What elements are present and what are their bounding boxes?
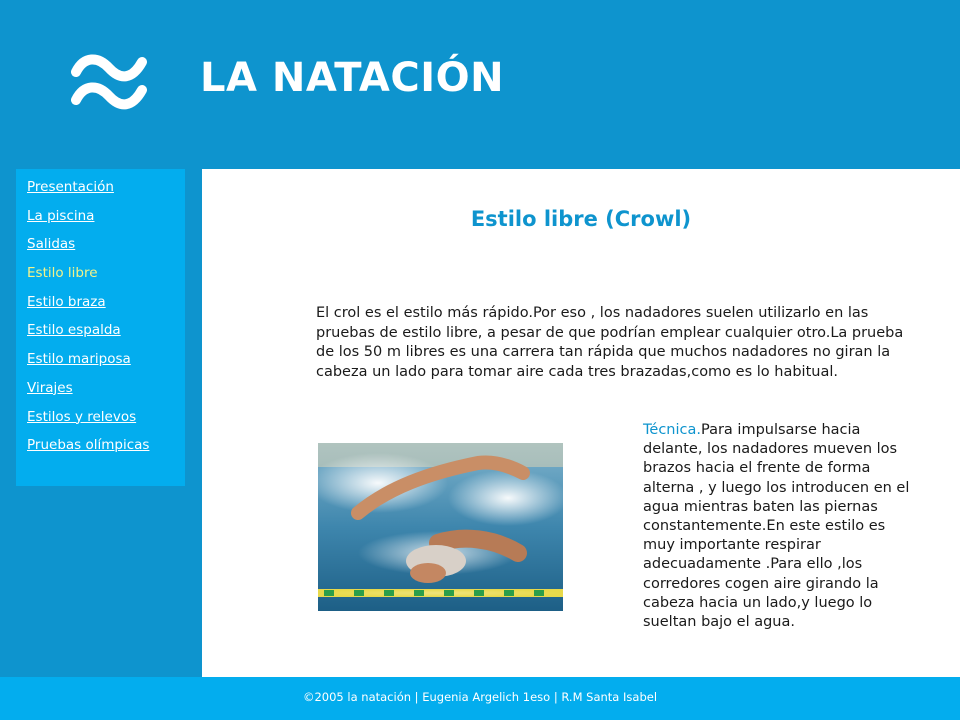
sidebar-item-presentacion — [27, 173, 185, 202]
swimmer-photo — [318, 443, 563, 611]
tecnica-label: Técnica. — [643, 422, 701, 438]
waves-icon — [70, 42, 148, 118]
main-content — [202, 169, 960, 677]
nav-link-estilo-espalda[interactable]: Estilo espalda — [27, 322, 121, 339]
nav-link-pruebas-olimpicas[interactable]: Pruebas olímpicas — [27, 437, 150, 454]
nav-link-la-piscina[interactable]: La piscina — [27, 207, 95, 224]
sidebar-item-salidas — [27, 230, 185, 259]
nav-current-estilo-libre: Estilo libre — [27, 265, 98, 282]
sidebar-item-estilo-mariposa — [27, 345, 185, 374]
site-title: LA NATACIÓN — [200, 55, 505, 101]
nav-link-estilos-y-relevos[interactable]: Estilos y relevos — [27, 408, 137, 425]
sidebar-item-virajes — [27, 374, 185, 403]
tecnica-paragraph — [643, 421, 913, 632]
sidebar-item-pruebas-olimpicas — [27, 431, 185, 460]
footer-credits: ©2005 la natación | Eugenia Argelich 1eso | R.M Santa Isabel — [302, 690, 658, 704]
sidebar-item-estilo-braza — [27, 288, 185, 317]
sidebar-item-estilo-libre — [27, 259, 185, 288]
nav-link-salidas[interactable]: Salidas — [27, 236, 76, 253]
footer — [0, 677, 960, 720]
sidebar-nav — [16, 169, 185, 486]
tecnica-body: Para impulsarse hacia delante, los nadadores mueven los brazos hacia el frente de forma alterna , y luego los introducen en el agua mientras baten las piernas constantemente.En este estilo es muy importante respirar adecuadamente .Para ello ,los corredores cogen aire girando la cabeza hacia un lado,y luego lo sueltan bajo el agua. — [643, 422, 910, 631]
sidebar-item-la-piscina — [27, 202, 185, 231]
nav-list — [16, 169, 185, 460]
nav-link-estilo-mariposa[interactable]: Estilo mariposa — [27, 351, 131, 368]
section-title: Estilo libre (Crowl) — [470, 207, 692, 231]
sidebar-item-estilo-espalda — [27, 316, 185, 345]
intro-paragraph: El crol es el estilo más rápido.Por eso , los nadadores suelen utilizarlo en las pruebas de estilo libre, a pesar de que podrían emplear cualquier otro.La prueba de los 50 m libres es una carrera tan rápida que muchos nadadores no giran la cabeza un lado para tomar aire cada tres brazadas,como es lo habitual. — [316, 305, 904, 380]
nav-link-presentacion[interactable]: Presentación — [27, 179, 114, 195]
sidebar-item-estilos-y-relevos — [27, 403, 185, 432]
nav-link-virajes[interactable]: Virajes — [27, 379, 73, 396]
nav-link-estilo-braza[interactable]: Estilo braza — [27, 293, 106, 310]
